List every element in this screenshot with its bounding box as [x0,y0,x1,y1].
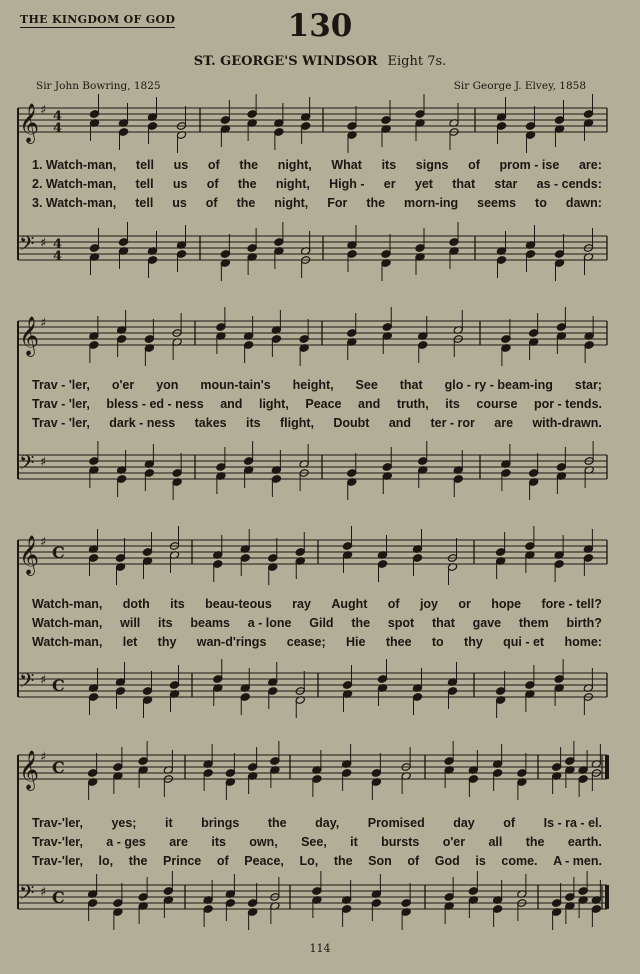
lyric-word: 1. Watch-man, [32,158,117,172]
lyric-word: it [164,816,173,830]
lyric-line [32,854,602,870]
lyric-word: moun-tain's [200,378,271,392]
lyric-word: are [169,835,188,849]
lyric-word: gave [472,616,502,630]
lyric-word: yet [414,177,433,191]
lyric-word: signs [415,158,449,172]
lyric-word: Watch-man, [32,616,103,630]
key-signature-sharp-icon: ♯ [40,673,47,688]
lyric-line [32,378,602,394]
lyric-word: spot [387,616,415,630]
lyric-word: the [236,196,256,210]
key-signature-sharp-icon: ♯ [40,885,47,900]
key-signature-sharp-icon: ♯ [40,750,47,765]
lyric-word: of [407,854,420,868]
lyric-word: or [458,597,471,611]
lyric-word: glo - ry - beam-ing [444,378,553,392]
lyric-word: thee [385,635,412,649]
lyric-line [32,397,602,413]
lyric-word: A - men. [553,854,602,868]
time-signature-icon: 4 [53,121,63,136]
lyric-word: lo, [98,854,114,868]
lyric-word: the [366,196,386,210]
lyric-word: truth, [396,397,429,411]
lyric-word: High - [329,177,365,191]
time-signature-icon: C [52,758,65,777]
treble-clef-icon: 𝄞 [19,535,40,575]
lyric-word: night, [275,177,310,191]
lyric-word: See, [301,835,327,849]
lyric-word: thy [157,635,177,649]
lyric-word: takes [194,416,227,430]
lyric-word: come. [501,854,538,868]
lyric-word: us [172,196,187,210]
lyric-word: let [122,635,138,649]
lyric-word: o'er [111,378,135,392]
treble-clef-icon: 𝄞 [19,103,40,143]
key-signature-sharp-icon: ♯ [40,535,47,550]
lyric-word: Trav - 'ler, [32,378,90,392]
lyric-word: bless - ed - ness [106,397,204,411]
lyric-line [32,196,602,212]
treble-clef-icon: 𝄞 [19,750,40,790]
lyric-word: the [128,854,148,868]
lyric-word: its [170,597,185,611]
lyric-word: flight, [279,416,314,430]
lyric-word: is [475,854,486,868]
lyric-word: Trav-'ler, [32,854,83,868]
lyric-word: qui - et [503,635,545,649]
lyric-word: birth? [566,616,602,630]
lyric-word: thy [464,635,483,649]
lyric-word: its [158,616,173,630]
lyric-word: Peace [305,397,342,411]
lyric-word: with-drawn. [532,416,602,430]
lyric-word: Watch-man, [32,635,103,649]
lyric-word: ter - ror [430,416,475,430]
lyric-word: Aught [331,597,368,611]
lyric-word: ray [292,597,311,611]
lyric-word: doth [122,597,150,611]
lyric-word: of [206,177,219,191]
lyric-word: Lo, [299,854,319,868]
lyric-word: the [267,816,287,830]
tune-meter: Eight 7s. [387,54,447,69]
lyric-word: star; [574,378,602,392]
lyric-word: the [239,158,259,172]
lyric-word: Watch-man, [32,597,103,611]
lyric-word: Trav - 'ler, [32,397,90,411]
lyric-word: night, [277,158,312,172]
lyric-word: are [494,416,514,430]
lyric-word: What [331,158,362,172]
lyric-word: Gild [309,616,334,630]
key-signature-sharp-icon: ♯ [40,103,47,118]
lyric-word: Hie [346,635,366,649]
bass-clef-icon: 𝄢 [19,669,35,697]
lyric-word: day [453,816,475,830]
lyric-word: to [431,635,444,649]
key-signature-sharp-icon: ♯ [40,455,47,470]
lyric-word: fore - tell? [541,597,602,611]
time-signature-icon: C [52,888,65,907]
lyric-word: its [381,158,397,172]
lyric-word: star [494,177,518,191]
tune-name: ST. GEORGE'S WINDSOR [193,54,378,69]
section-title: THE KINGDOM OF GOD [20,13,176,26]
lyric-word: and [220,397,243,411]
page-number: 114 [309,942,331,955]
lyric-word: a - ges [106,835,146,849]
lyric-line [32,835,602,851]
lyric-word: 2. Watch-man, [32,177,117,191]
lyric-word: Prince [163,854,202,868]
lyric-word: of [207,158,220,172]
lyric-word: its [211,835,226,849]
bass-clef-icon: 𝄢 [19,881,35,909]
lyric-word: joy [419,597,439,611]
lyric-word: height, [292,378,334,392]
lyric-word: light, [258,397,289,411]
lyric-word: yon [156,378,179,392]
lyric-word: are: [578,158,602,172]
lyric-word: por - tends. [533,397,602,411]
lyric-word: own, [249,835,278,849]
lyric-word: of [205,196,218,210]
lyric-word: yes; [111,816,137,830]
lyric-word: night, [274,196,309,210]
lyric-word: as - cends: [536,177,602,191]
lyric-word: See [355,378,378,392]
lyric-word: er [383,177,396,191]
lyric-word: its [445,397,460,411]
lyric-word: beau-teous [205,597,272,611]
lyric-word: beams [190,616,230,630]
lyric-word: it [350,835,358,849]
lyric-word: earth. [567,835,602,849]
time-signature-icon: 4 [53,249,63,264]
lyric-line [32,816,602,832]
lyric-word: us [172,177,188,191]
lyric-word: and [388,416,412,430]
lyric-word: hope [491,597,522,611]
lyric-word: tell [135,177,154,191]
lyric-word: all [488,835,503,849]
time-signature-icon: 4 [53,237,63,252]
lyric-word: that [431,616,455,630]
lyric-word: dark - ness [109,416,176,430]
time-signature-icon: C [52,543,65,562]
lyric-word: For [327,196,348,210]
bass-clef-icon: 𝄢 [19,232,35,260]
composer-credit: Sir George J. Elvey, 1858 [453,80,586,92]
lyric-word: wan-d'rings [196,635,267,649]
lyric-line [32,616,602,632]
lyric-word: Trav-'ler, [32,835,83,849]
lyric-word: seems [477,196,517,210]
lyric-word: the [525,835,545,849]
lyric-word: and [358,397,381,411]
lyric-word: home: [564,635,602,649]
lyric-word: of [503,816,516,830]
lyric-word: the [237,177,257,191]
lyric-word: Peace, [244,854,284,868]
lyric-word: of [387,597,400,611]
lyric-word: to [535,196,547,210]
lyric-word: the [333,854,353,868]
lyric-word: its [246,416,261,430]
lyric-word: Is - ra - el. [543,816,602,830]
lyric-word: Promised [367,816,425,830]
key-signature-sharp-icon: ♯ [40,236,47,251]
time-signature-icon: C [52,676,65,695]
lyric-word: that [452,177,476,191]
lyric-word: 3. Watch-man, [32,196,117,210]
lyric-line [32,597,602,613]
lyric-word: Doubt [333,416,370,430]
lyric-line [32,635,602,651]
lyric-word: day, [315,816,340,830]
lyric-word: dawn: [565,196,602,210]
lyric-word: cease; [286,635,326,649]
lyric-word: tell [135,196,154,210]
lyric-line [32,416,602,432]
bass-clef-icon: 𝄢 [19,451,35,479]
lyric-word: brings [201,816,240,830]
lyric-line [32,158,602,174]
lyric-word: Son [368,854,392,868]
lyric-word: Trav-'ler, [32,816,83,830]
time-signature-icon: 4 [53,109,63,124]
lyric-word: us [173,158,189,172]
lyric-word: a - lone [247,616,292,630]
lyric-line [32,177,602,193]
lyric-word: of [216,854,229,868]
author-credit: Sir John Bowring, 1825 [36,80,161,92]
treble-clef-icon: 𝄞 [19,316,40,356]
lyric-word: course [476,397,518,411]
lyric-word: will [120,616,141,630]
lyric-word: o'er [442,835,466,849]
lyric-word: of [468,158,480,172]
lyric-word: tell [135,158,154,172]
lyric-word: prom - ise [499,158,560,172]
lyric-word: the [351,616,371,630]
lyric-word: bursts [381,835,420,849]
key-signature-sharp-icon: ♯ [40,316,47,331]
lyric-word: that [399,378,423,392]
lyric-word: God [434,854,460,868]
lyric-word: morn-ing [404,196,459,210]
hymn-number: 130 [287,8,353,44]
lyric-word: them [518,616,549,630]
lyric-word: Trav - 'ler, [32,416,90,430]
